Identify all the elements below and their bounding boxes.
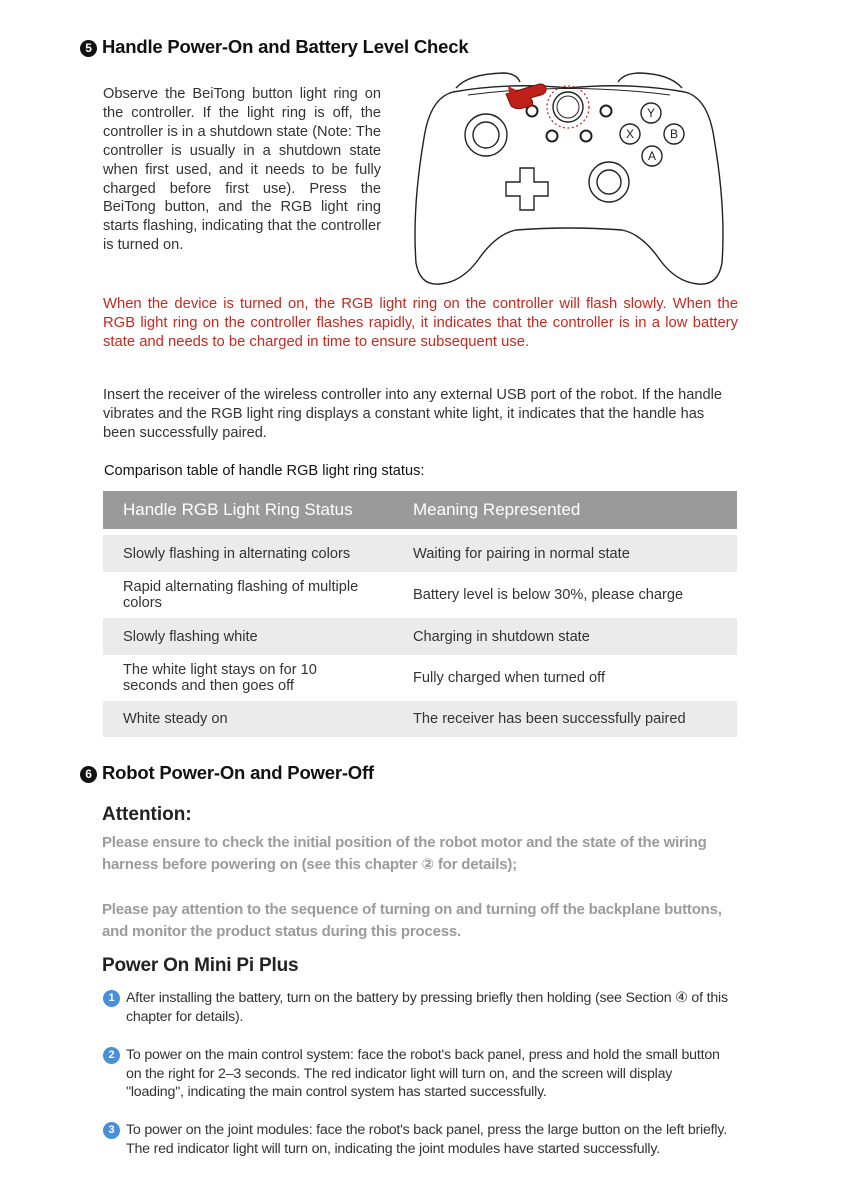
x-label: X: [625, 127, 635, 141]
step-number-badge: 3: [103, 1122, 120, 1139]
left-stick: [465, 114, 507, 156]
step-item: [103, 1121, 743, 1158]
header-status: Handle RGB Light Ring Status: [123, 500, 353, 519]
step-text: After installing the battery, turn on the battery by pressing briefly then holding (see Section ④ of this chapter for details).: [126, 990, 728, 1025]
section-number-badge: 6: [80, 766, 97, 783]
meaning-cell: Fully charged when turned off: [413, 670, 605, 686]
step-text: To power on the main control system: face the robot's back panel, press and hold the small button on the right for 2–3 seconds. The red indicator light will turn on, and the screen will display "loading", indicating the main control system has started successfully.: [126, 1047, 720, 1100]
step-item: [103, 989, 743, 1026]
meaning-cell: Waiting for pairing in normal state: [413, 545, 630, 562]
table-header: [103, 491, 737, 529]
table-caption: Comparison table of handle RGB light ring status:: [104, 463, 425, 479]
y-label: Y: [646, 106, 656, 120]
receiver-instructions: Insert the receiver of the wireless controller into any external USB port of the robot. If the handle vibrates and the RGB light ring displays a constant white light, it indicates that the handle has been successfully paired.: [103, 387, 722, 442]
power-on-title: Power On Mini Pi Plus: [102, 955, 299, 976]
step-item: [103, 1046, 723, 1102]
attention-title: Attention:: [102, 804, 192, 825]
a-label: A: [647, 149, 657, 163]
table-row: [103, 577, 737, 613]
status-cell: The white light stays on for 10 seconds and then goes off: [123, 662, 317, 694]
controller-illustration: [408, 68, 730, 290]
step-number-badge: 1: [103, 990, 120, 1007]
status-cell: White steady on: [123, 711, 228, 727]
pointing-hand-icon: [506, 84, 546, 109]
table-row: [103, 618, 737, 655]
status-cell: Slowly flashing in alternating colors: [123, 545, 351, 562]
d-pad: [506, 168, 548, 210]
step-number-badge: 2: [103, 1047, 120, 1064]
section-5-heading: [80, 36, 468, 58]
table-row: [103, 660, 737, 696]
attention-note-2: Please pay attention to the sequence of turning on and turning off the backplane buttons, and monitor the product status during this process.: [102, 901, 722, 940]
section-6-heading: [80, 762, 374, 784]
meaning-cell: The receiver has been successfully paired: [413, 711, 686, 727]
status-table: [103, 491, 737, 737]
section-number-badge: 5: [80, 40, 97, 57]
header-meaning: Meaning Represented: [413, 500, 581, 519]
meaning-cell: Charging in shutdown state: [413, 628, 590, 645]
section-6-title: Robot Power-On and Power-Off: [102, 762, 374, 783]
status-cell: Slowly flashing white: [123, 628, 258, 645]
table-row: [103, 535, 737, 572]
meaning-cell: Battery level is below 30%, please charge: [413, 587, 684, 603]
b-label: B: [669, 127, 679, 141]
table-row: [103, 701, 737, 737]
intro-paragraph: Observe the BeiTong button light ring on the controller. If the light ring is off, the controller is in a shutdown state (Note: The controller is usually in a shutdown state when first used, and it needs to be fully charged before first use). Press the BeiTong button, and the RGB light ring starts flashing, indicating that the controller is turned on.: [103, 86, 381, 254]
section-5-title: Handle Power-On and Battery Level Check: [102, 36, 469, 57]
controller-body: [415, 86, 723, 284]
step-text: To power on the joint modules: face the robot's back panel, press the large button on the left briefly. The red indicator light will turn on, indicating the joint modules have started successfully.: [126, 1122, 727, 1157]
right-stick: [589, 162, 629, 202]
attention-note-1: Please ensure to check the initial position of the robot motor and the state of the wiring harness before powering on (see this chapter ② for details);: [102, 834, 707, 873]
status-cell: Rapid alternating flashing of multiple colors: [123, 579, 359, 611]
warning-text: When the device is turned on, the RGB light ring on the controller will flash slowly. When the RGB light ring on the controller flashes rapidly, it indicates that the controller is in a low battery state and needs to be charged in time to ensure subsequent use.: [103, 296, 738, 351]
